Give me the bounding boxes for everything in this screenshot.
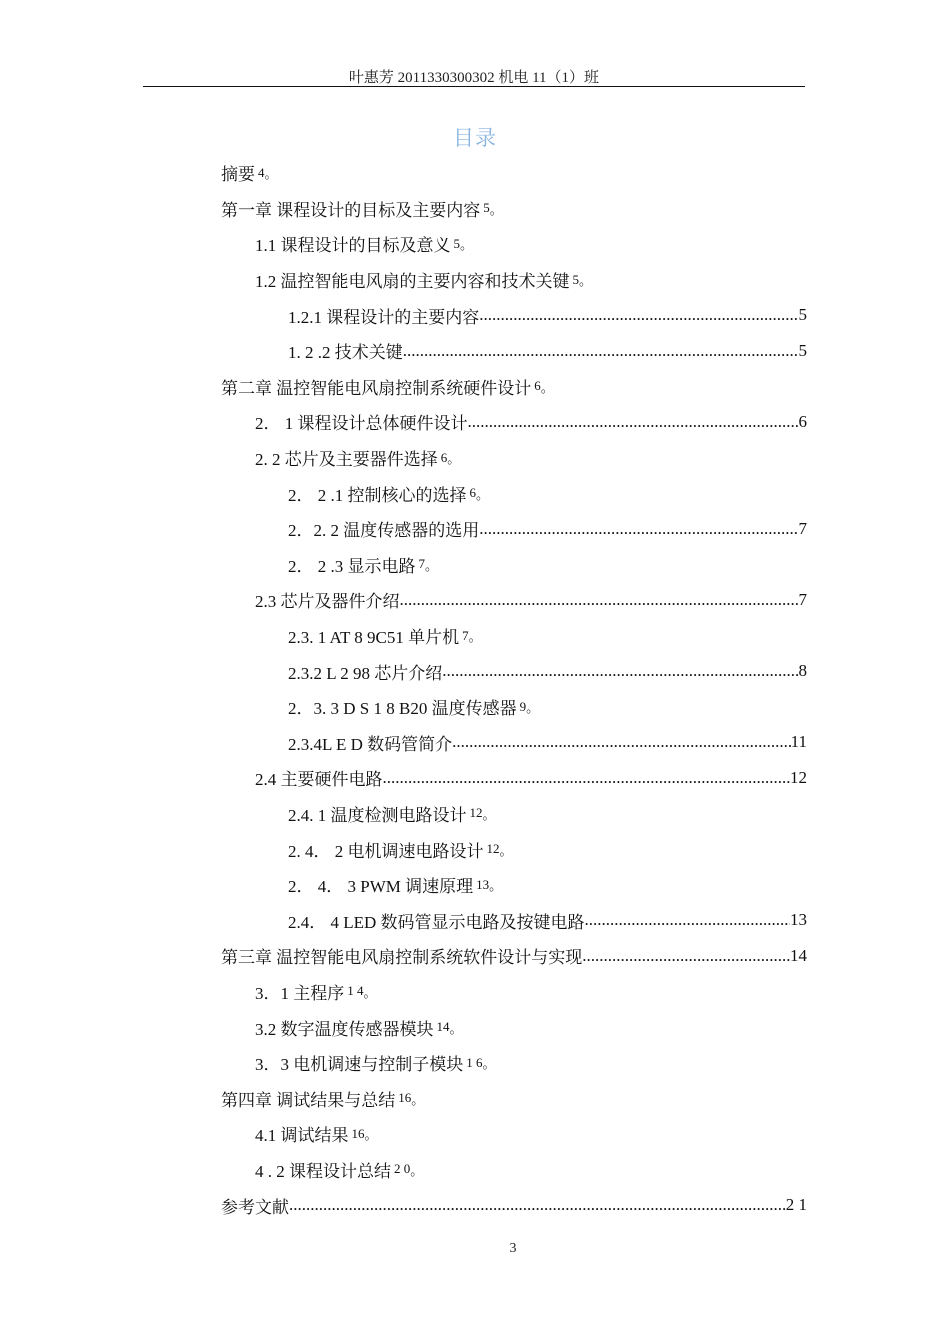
toc-entry-text: 4 . 2 课程设计总结 [255,1161,391,1181]
toc-page-number: 8 [798,661,807,681]
toc-page-number: 5 [453,235,460,251]
toc-entry[interactable] [221,511,807,547]
toc-paragraph-mark: 。 [411,1091,425,1107]
toc-dot-leader [383,768,791,788]
toc-paragraph-mark: 。 [410,1162,424,1178]
toc-title: 目录 [453,126,497,150]
toc-page-number: 14 [790,945,807,965]
toc-page-number: 1 6 [466,1054,483,1070]
toc-dot-leader [452,732,790,752]
toc-entry[interactable] [221,333,807,369]
toc-page-number: 6 [469,485,476,501]
toc-entry-text: 1. 2 .2 技术关键 [288,343,403,363]
toc-entry-text: 3．3 电机调速与控制子模块 [255,1055,464,1075]
table-of-contents [221,155,807,1223]
toc-entry[interactable] [221,1009,807,1045]
toc-entry-text: 2. 2 芯片及主要器件选择 [255,450,438,470]
toc-paragraph-mark: 。 [447,451,461,467]
toc-page-number: 14 [436,1019,450,1035]
toc-entry-text: 第四章 调试结果与总结 [221,1090,396,1110]
toc-entry-text: 3.2 数字温度传感器模块 [255,1019,434,1039]
toc-page-number: 6 [534,378,541,394]
toc-page-number: 13 [790,910,807,930]
toc-page-number: 12 [486,841,500,857]
toc-paragraph-mark: 。 [499,842,513,858]
toc-entry[interactable] [221,226,807,262]
toc-entry[interactable] [221,297,807,333]
toc-entry[interactable] [221,262,807,298]
toc-dot-leader [403,341,799,361]
toc-paragraph-mark: 。 [264,166,278,182]
toc-paragraph-mark: 。 [540,379,554,395]
toc-entry-text: 2．2. 2 温度传感器的选用 [288,521,480,541]
toc-paragraph-mark: 。 [363,984,377,1000]
toc-entry[interactable] [221,831,807,867]
toc-entry-text: 2． 1 课程设计总体硬件设计 [255,414,468,434]
toc-entry[interactable] [221,547,807,583]
toc-entry[interactable] [221,191,807,227]
toc-page-number: 5 [483,200,490,216]
toc-paragraph-mark: 。 [579,273,593,289]
toc-entry[interactable] [221,582,807,618]
toc-entry-text: 2． 2 .1 控制核心的选择 [288,485,467,505]
toc-entry[interactable] [221,618,807,654]
toc-dot-leader [442,661,798,681]
toc-page-number: 5 [798,305,807,325]
toc-page-number: 7 [798,518,807,538]
toc-dot-leader [479,305,798,325]
toc-page-number: 7 [798,589,807,609]
toc-dot-leader [289,1195,786,1215]
toc-entry[interactable] [221,155,807,191]
toc-page-number: 1 4 [347,983,364,999]
toc-entry[interactable] [221,1187,807,1223]
toc-entry[interactable] [221,902,807,938]
toc-entry-text: 第一章 课程设计的目标及主要内容 [221,200,481,220]
toc-entry-text: 参考文献 [221,1197,289,1217]
toc-dot-leader [582,946,790,966]
toc-page-number: 2 0 [394,1161,411,1177]
toc-entry-text: 摘要 [221,165,255,185]
toc-dot-leader [585,910,790,930]
toc-entry-text: 2.3.4L E D 数码管简介 [288,734,453,754]
toc-entry-text: 1.2.1 课程设计的主要内容 [288,307,480,327]
toc-paragraph-mark: 。 [489,201,503,217]
header-rule [143,86,805,87]
toc-entry[interactable] [221,796,807,832]
toc-entry[interactable] [221,404,807,440]
toc-entry-text: 3．1 主程序 [255,983,345,1003]
toc-paragraph-mark: 。 [526,700,540,716]
toc-dot-leader [479,519,798,539]
toc-entry-text: 1.2 温控智能电风扇的主要内容和技术关键 [255,272,570,292]
toc-entry-text: 1.1 课程设计的目标及意义 [255,236,451,256]
toc-paragraph-mark: 。 [482,806,496,822]
toc-page-number: 12 [790,767,807,787]
toc-entry[interactable] [221,974,807,1010]
toc-entry[interactable] [221,475,807,511]
toc-paragraph-mark: 。 [482,1056,496,1072]
toc-page-number: 7 [462,627,469,643]
toc-entry[interactable] [221,1080,807,1116]
toc-entry-text: 2.3. 1 AT 8 9C51 单片机 [288,628,460,648]
toc-paragraph-mark: 。 [449,1020,463,1036]
toc-paragraph-mark: 。 [468,629,482,645]
toc-entry-text: 2.4 主要硬件电路 [255,770,383,790]
toc-entry-text: 2. 4． 2 电机调速电路设计 [288,841,484,861]
toc-entry-text: 第二章 温控智能电风扇控制系统硬件设计 [221,378,532,398]
toc-entry-text: 2． 4． 3 PWM 调速原理 [288,877,474,897]
toc-entry-text: 4.1 调试结果 [255,1126,349,1146]
toc-entry[interactable] [221,1045,807,1081]
toc-paragraph-mark: 。 [364,1127,378,1143]
toc-entry-text: 2.3.2 L 2 98 芯片介绍 [288,663,443,683]
toc-entry-text: 2.3 芯片及器件介绍 [255,592,400,612]
toc-page-number: 6 [440,449,448,465]
page-header: 叶惠芳 2011330300302 机电 11（1）班 [348,70,600,86]
toc-page-number: 16 [398,1090,412,1106]
toc-dot-leader [400,590,799,610]
toc-page-number: 9 [519,698,527,714]
toc-entry-text: 第三章 温控智能电风扇控制系统软件设计与实现 [221,948,583,968]
toc-entry-text: 2． 2 .3 显示电路 [288,556,416,576]
toc-page-number: 4 [258,164,265,180]
toc-paragraph-mark: 。 [460,237,474,253]
toc-entry[interactable] [221,725,807,761]
toc-entry[interactable] [221,938,807,974]
toc-dot-leader [468,412,799,432]
toc-entry[interactable] [221,760,807,796]
toc-page-number: 6 [798,411,807,431]
toc-entry[interactable] [221,867,807,903]
toc-entry-text: 2．3. 3 D S 1 8 B20 温度传感器 [288,699,517,719]
toc-entry-text: 2.4. 1 温度检测电路设计 [288,805,467,825]
toc-paragraph-mark: 。 [489,878,503,894]
toc-page-number: 5 [798,340,807,360]
toc-paragraph-mark: 。 [425,557,439,573]
toc-page-number: 11 [790,732,807,752]
toc-entry[interactable] [221,440,807,476]
toc-page-number: 2 1 [785,1195,807,1215]
toc-page-number: 12 [469,805,483,821]
toc-entry-text: 2.4． 4 LED 数码管显示电路及按键电路 [288,912,585,932]
page-number: 3 [509,1241,517,1256]
toc-entry[interactable] [221,653,807,689]
toc-entry[interactable] [221,689,807,725]
toc-page-number: 13 [476,876,490,892]
toc-page-number: 7 [418,556,425,572]
toc-paragraph-mark: 。 [476,486,490,502]
toc-page-number: 16 [351,1125,365,1141]
toc-entry[interactable] [221,1152,807,1188]
toc-entry[interactable] [221,1116,807,1152]
toc-entry[interactable] [221,369,807,405]
toc-page-number: 5 [572,271,579,287]
